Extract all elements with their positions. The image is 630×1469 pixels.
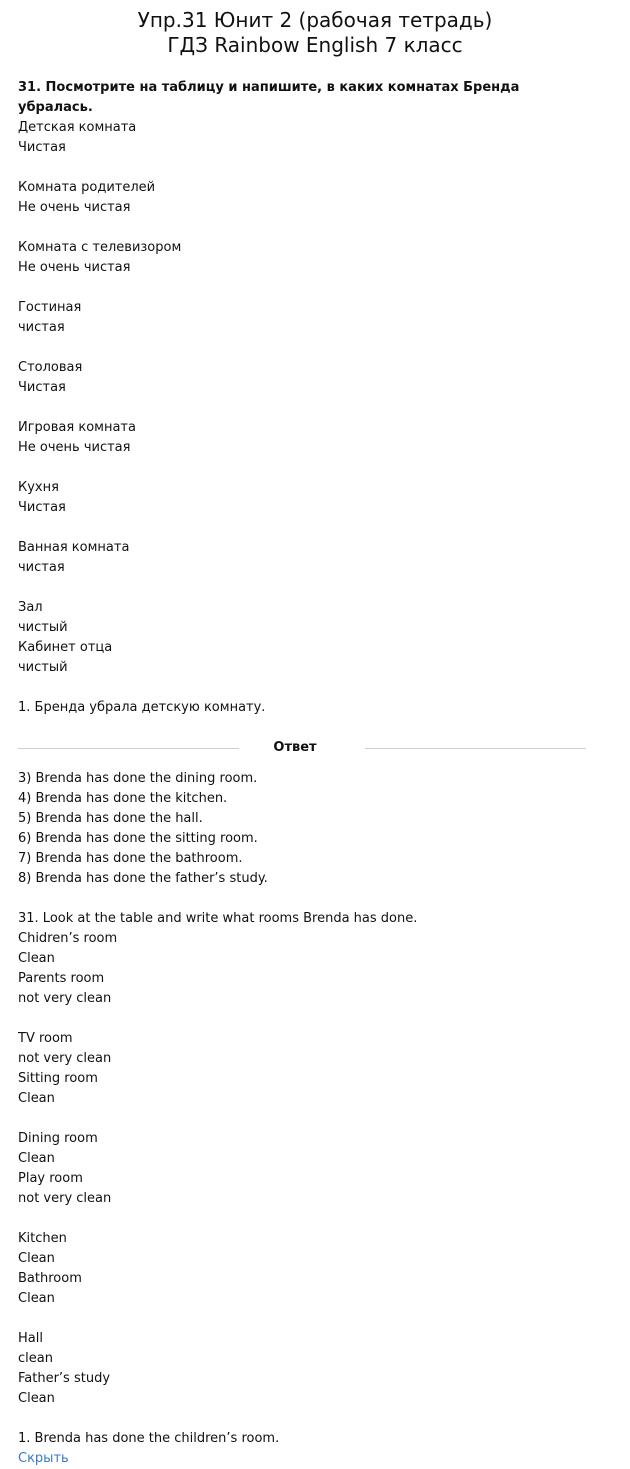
blank-line [18,398,586,418]
text-line: Не очень чистая [18,200,131,215]
text-line: not very clean [18,991,112,1006]
text-line: Игровая комната [18,420,136,435]
blank-line [18,1209,586,1229]
blank-line [18,338,586,358]
hide-answer-link[interactable]: Скрыть [18,1451,69,1466]
text-line: Гостиная [18,300,82,315]
text-line: Кабинет отца [18,640,113,655]
text-line: Комната с телевизором [18,240,182,255]
text-line: clean [18,1351,53,1366]
answer-label: Ответ [273,740,317,755]
answer-divider [18,738,586,758]
text-line: not very clean [18,1051,112,1066]
text-line: Clean [18,1251,55,1266]
text-line: чистая [18,320,65,335]
text-line: Clean [18,951,55,966]
page-title-line-1: Упр.31 Юнит 2 (рабочая тетрадь) [137,8,493,32]
text-line: Sitting room [18,1071,98,1086]
text-line: 8) Brenda has done the father’s study. [18,871,268,886]
blank-line [18,1109,586,1129]
text-line: not very clean [18,1191,112,1206]
text-line: Ванная комната [18,540,130,555]
text-line: Чистая [18,140,66,155]
text-line: 1. Бренда убрала детскую комнату. [18,700,266,715]
text-line: Clean [18,1291,55,1306]
text-line: Play room [18,1171,83,1186]
text-line: Детская комната [18,120,137,135]
text-line: Комната родителей [18,180,156,195]
blank-line [18,578,586,598]
text-line: Столовая [18,360,83,375]
blank-line [18,518,586,538]
text-line: Parents room [18,971,105,986]
text-line: 5) Brenda has done the hall. [18,811,203,826]
page-title [0,0,630,58]
text-line: Зал [18,600,43,615]
text-line: Clean [18,1391,55,1406]
blank-line [18,158,586,178]
text-line: TV room [18,1031,73,1046]
text-line: Не очень чистая [18,440,131,455]
text-line: 4) Brenda has done the kitchen. [18,791,228,806]
text-line: Clean [18,1151,55,1166]
blank-line [18,889,586,909]
answer-text [18,769,586,1449]
page-title-line-2: ГДЗ Rainbow English 7 класс [167,33,463,57]
text-line: чистый [18,620,68,635]
blank-line [18,458,586,478]
text-line: 7) Brenda has done the bathroom. [18,851,243,866]
blank-line [18,278,586,298]
text-line: Father’s study [18,1371,111,1386]
text-line: Чистая [18,500,66,515]
task-header: 31. Посмотрите на таблицу и напишите, в каких комнатах Бренда убралась. [18,80,520,115]
blank-line [18,218,586,238]
task-text [18,118,586,718]
divider-rule-right [365,748,586,749]
text-line: 3) Brenda has done the dining room. [18,771,258,786]
text-line: Чистая [18,380,66,395]
blank-line [18,1009,586,1029]
text-line: 1. Brenda has done the children’s room. [18,1431,280,1446]
text-line: чистый [18,660,68,675]
text-line: Kitchen [18,1231,67,1246]
divider-rule-left [18,748,239,749]
text-line: Кухня [18,480,59,495]
text-line: Clean [18,1091,55,1106]
main-content [0,78,630,1469]
text-line: Не очень чистая [18,260,131,275]
text-line: Dining room [18,1131,98,1146]
blank-line [18,1409,586,1429]
text-line: 6) Brenda has done the sitting room. [18,831,258,846]
text-line: Hall [18,1331,43,1346]
blank-line [18,678,586,698]
text-line: Bathroom [18,1271,82,1286]
text-line: чистая [18,560,65,575]
text-line: 31. Look at the table and write what rooms Brenda has done. [18,911,418,926]
text-line: Chidren’s room [18,931,118,946]
blank-line [18,1309,586,1329]
